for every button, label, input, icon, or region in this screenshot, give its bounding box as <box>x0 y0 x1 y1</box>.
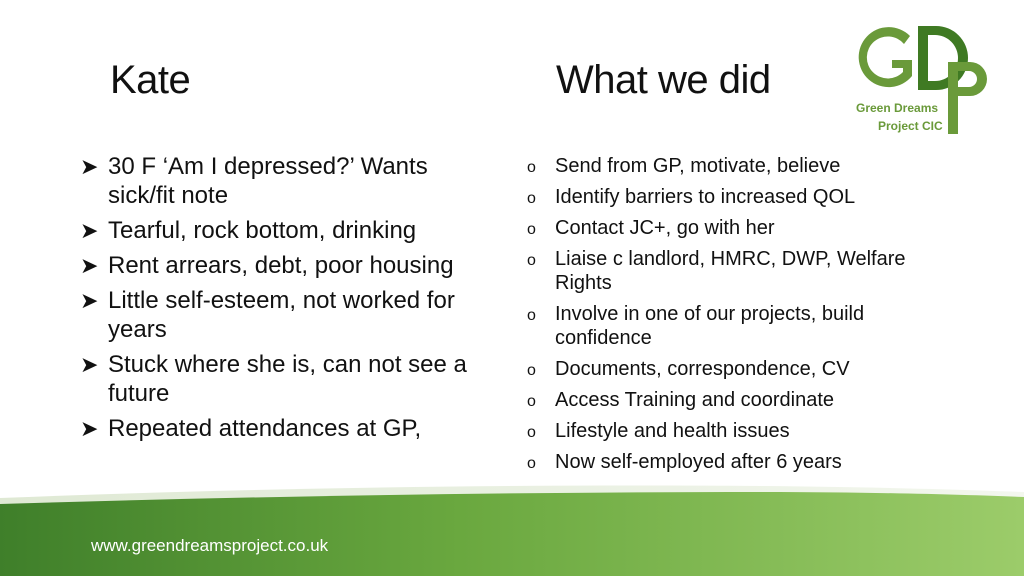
circle-bullet-icon: o <box>527 190 536 207</box>
circle-bullet-icon: o <box>527 159 536 176</box>
list-item: ➤ Repeated attendances at GP, <box>80 415 422 442</box>
list-item: o Send from GP, motivate, believe <box>527 154 947 178</box>
circle-bullet-icon: o <box>527 221 536 238</box>
arrow-bullet-icon: ➤ <box>80 352 99 377</box>
logo-text-line2: Project CIC <box>878 119 943 133</box>
list-item: ➤ Tearful, rock bottom, drinking <box>80 217 417 244</box>
left-column-title: Kate <box>110 58 191 102</box>
arrow-bullet-icon: ➤ <box>80 218 99 243</box>
footer-website-url: www.greendreamsproject.co.uk <box>91 536 329 555</box>
list-item: ➤ Rent arrears, debt, poor housing <box>80 252 454 279</box>
arrow-bullet-icon: ➤ <box>80 288 99 313</box>
arrow-bullet-icon: ➤ <box>80 154 99 179</box>
list-item: o Liaise c landlord, HMRC, DWP, Welfare Rights <box>527 248 906 294</box>
list-item: o Access Training and coordinate <box>527 388 947 412</box>
footer-green-wave <box>0 470 1024 576</box>
list-item: o Contact JC+, go with her <box>527 216 947 240</box>
list-item: o Lifestyle and health issues <box>527 419 947 443</box>
circle-bullet-icon: o <box>527 393 536 410</box>
list-item: o Involve in one of our projects, build confidence <box>527 303 865 349</box>
circle-bullet-icon: o <box>527 455 536 472</box>
logo-text-line1: Green Dreams <box>856 101 939 115</box>
circle-bullet-icon: o <box>527 362 536 379</box>
list-item: o Identify barriers to increased QOL <box>527 185 947 209</box>
list-item: o Documents, correspondence, CV <box>527 357 947 381</box>
actions-list <box>527 154 947 481</box>
arrow-bullet-icon: ➤ <box>80 416 99 441</box>
list-item: ➤ Little self-esteem, not worked for years <box>80 287 455 343</box>
list-item: ➤ 30 F ‘Am I depressed?’ Wants sick/fit note <box>80 153 428 209</box>
green-dreams-logo <box>852 22 1002 137</box>
circle-bullet-icon: o <box>527 307 536 324</box>
right-column-title: What we did <box>556 58 771 102</box>
case-summary-list <box>80 152 500 480</box>
list-item: ➤ Stuck where she is, can not see a future <box>80 351 467 407</box>
arrow-bullet-icon: ➤ <box>80 253 99 278</box>
list-item: o Now self-employed after 6 years <box>527 450 947 474</box>
circle-bullet-icon: o <box>527 252 536 269</box>
circle-bullet-icon: o <box>527 424 536 441</box>
